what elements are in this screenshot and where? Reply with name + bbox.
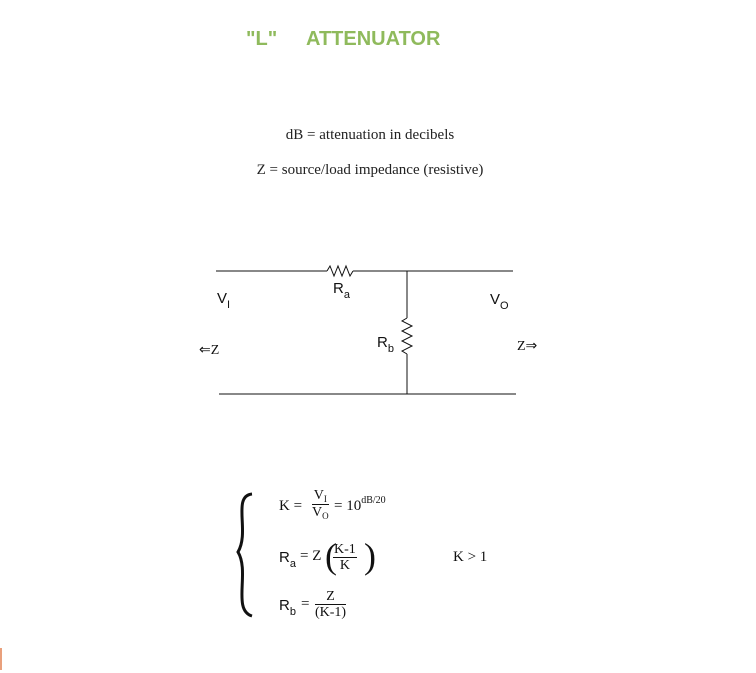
eq-ra-fraction: $\frac{K-1}{K}$ xyxy=(334,542,356,573)
eq-rb-equals: = xyxy=(301,596,310,612)
label-rb: $R_b$ xyxy=(377,334,394,355)
label-vo: $V_O$ xyxy=(490,291,509,312)
label-z-left: ⇐Z xyxy=(199,343,220,358)
title-quote-l: "L" xyxy=(246,28,278,50)
title-attenuator: ATTENUATOR xyxy=(306,28,441,50)
equation-brace xyxy=(238,494,252,616)
eq-ra-equals: = Z xyxy=(300,548,322,564)
eq-ra-left-paren: ( xyxy=(325,536,337,576)
eq-ra-right-paren: ) xyxy=(364,536,376,576)
edge-decoration xyxy=(0,648,2,670)
eq-rb-symbol: $R_b$ xyxy=(279,597,296,618)
label-vi: $V_I$ xyxy=(217,290,231,311)
label-z-right: Z⇒ xyxy=(517,339,538,354)
eq-k-rhs: = $10^{dB/20}$ xyxy=(334,495,386,514)
eq-rb-fraction: $\frac{Z}{(K-1)}$ xyxy=(315,589,347,620)
resistor-ra xyxy=(327,266,353,276)
resistor-rb xyxy=(402,318,412,354)
eq-condition: K > 1 xyxy=(453,549,488,565)
label-ra: $R_a$ xyxy=(333,280,350,301)
definition-z: Z = source/load impedance (resistive) xyxy=(256,162,484,178)
eq-k-label: K = xyxy=(279,498,303,514)
eq-k-fraction: $\frac{V_I}{V_O}$ xyxy=(312,488,329,521)
definition-db: dB = attenuation in decibels xyxy=(285,127,455,143)
eq-ra-symbol: $R_a$ xyxy=(279,549,296,570)
